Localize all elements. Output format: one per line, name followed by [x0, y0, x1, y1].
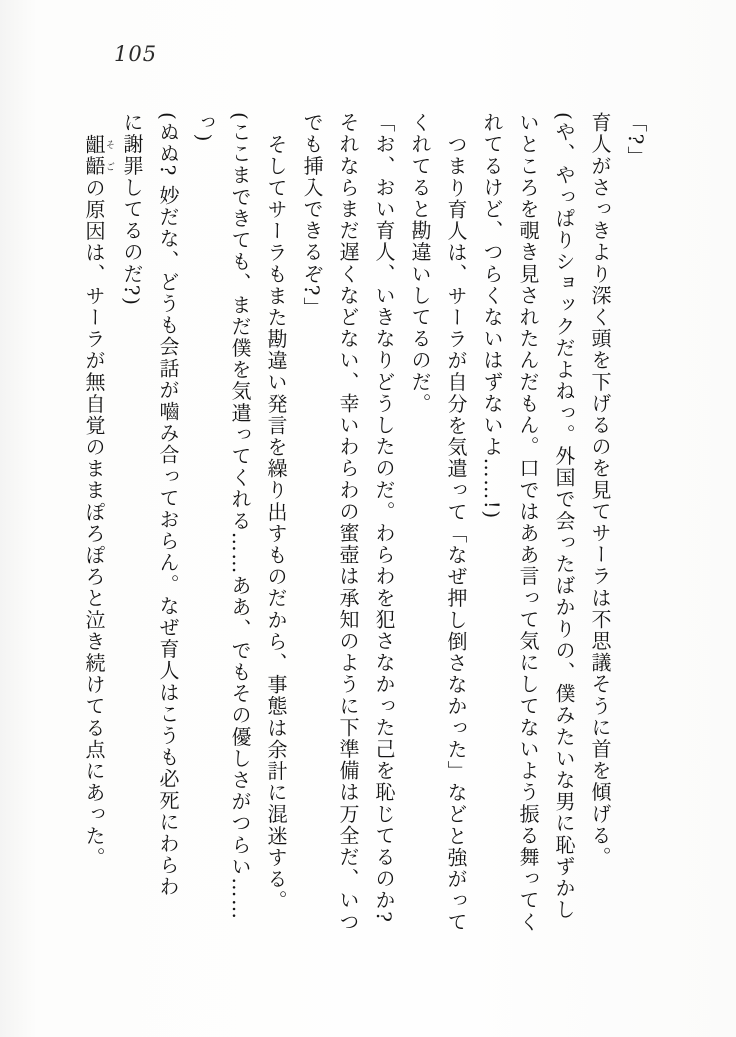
- text-column-16: [76, 112, 114, 952]
- text-column-16-rest: の原因は、サーラが無自覚のままぽろぽろと泣き続けてる点にあった。: [82, 177, 106, 869]
- text-column-15: に謝罪してるのだ?): [120, 112, 144, 307]
- text-column-13: っ): [192, 112, 216, 144]
- text-column-10: でも挿入できるぞ?」: [300, 112, 324, 319]
- text-column-7: くれてると勘違いしてるのだ。: [408, 112, 432, 415]
- vertical-text-block: [76, 112, 654, 952]
- ruby-word: [82, 134, 114, 178]
- text-column-1: 「?」: [624, 112, 648, 168]
- furigana: そご: [104, 134, 114, 178]
- text-column-4: いところを覗き見されたんだもん。口ではああ言って気にしてないよう振る舞ってく: [516, 112, 540, 933]
- text-column-11: そしてサーラもまた勘違い発言を繰り出すものだから、事態は余計に混迷する。: [264, 134, 288, 912]
- text-column-8: 「お、おい育人、いきなりどうしたのだ。わらわを犯さなかった己を恥じてるのか?: [372, 112, 396, 924]
- text-column-14: (ぬぬ? 妙だな、どうも会話が嚙み合っておらん。なぜ育人はこうも必死にわらわ: [156, 112, 180, 898]
- text-column-6: つまり育人は、サーラが自分を気遣って「なぜ押し倒さなかった」などと強がって: [444, 134, 468, 934]
- ruby-base-text: 齟齬: [82, 134, 106, 178]
- text-column-3: (や、やっぱりショックだよねっ。外国で会ったばかりの、僕みたいな男に恥ずかし: [552, 112, 576, 921]
- text-column-12: (ここまできても、まだ僕を気遣ってくれる……ああ、でもその優しさがつらい……: [228, 112, 252, 921]
- text-column-9: それならまだ遅くなどない、幸いわらわの蜜壺は承知のように下準備は万全だ、いつ: [336, 112, 360, 933]
- text-column-2: 育人がさっきより深く頭を下げるのを見てサーラは不思議そうに首を傾げる。: [588, 112, 612, 868]
- page-number: 105: [114, 42, 158, 66]
- text-column-5: れてるけど、つらくないはずないよ……!): [480, 112, 504, 520]
